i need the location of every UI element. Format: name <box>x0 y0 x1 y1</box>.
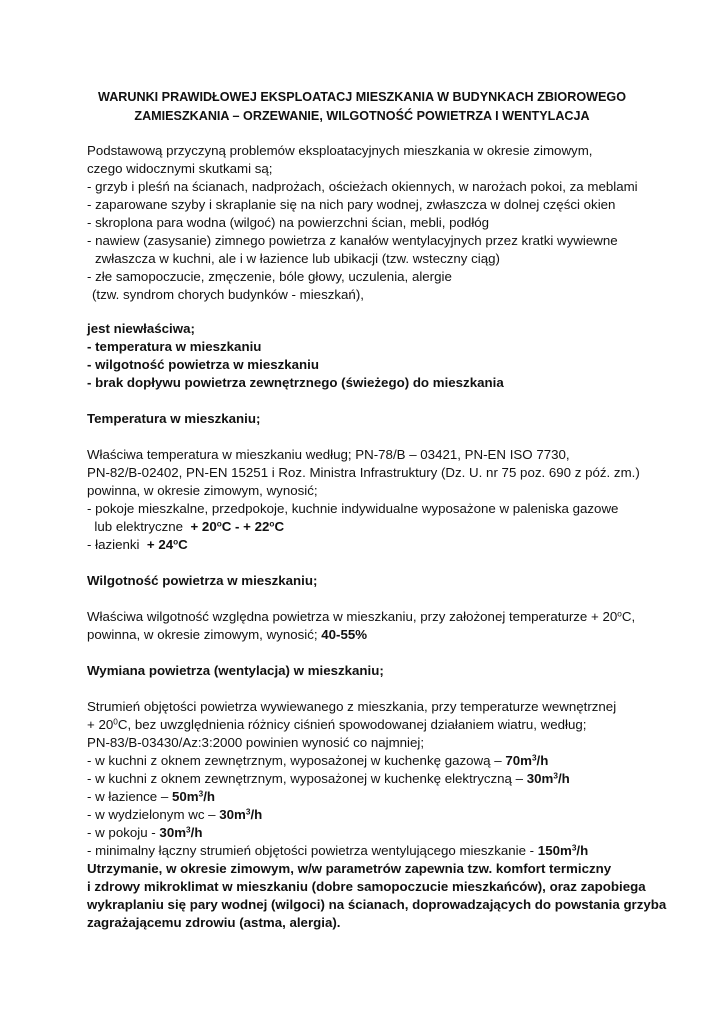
humidity-text: Właściwa wilgotność względna powietrza w mieszkaniu, przy założonej temperaturze + 20 <box>87 609 618 624</box>
temperature-heading: Temperatura w mieszkaniu; <box>87 411 261 426</box>
row-label: - w kuchni z oknem zewnętrznym, wyposażonej w kuchenkę elektryczną – <box>87 771 527 786</box>
temperature-line-4: - pokoje mieszkalne, przedpokoje, kuchnie indywidualne wyposażone w paleniska gazowe <box>87 501 619 516</box>
ventilation-temp: + 20 <box>87 717 114 732</box>
temperature-bathroom-value <box>147 537 188 552</box>
temperature-line-3: powinna, w okresie zimowym, wynosić; <box>87 483 318 498</box>
causes-heading: jest niewłaściwa; <box>87 321 195 336</box>
temp-max-value: C - + 22 <box>221 519 270 534</box>
temperature-rooms-value <box>190 519 284 534</box>
temp-unit: C <box>274 519 285 534</box>
degree-sign: o <box>216 519 222 529</box>
temperature-line-2: PN-82/B-02402, PN-EN 15251 i Roz. Ministra Infrastruktury (Dz. U. nr 75 poz. 690 z póź. zm.) <box>87 465 640 480</box>
cause-fresh-air: - brak dopływu powietrza zewnętrznego (świeżego) do mieszkania <box>87 375 504 390</box>
conclusion-line-1: Utrzymanie, w okresie zimowym, w/w parametrów zapewnia tzw. komfort termiczny <box>87 861 612 876</box>
degree-sign: o <box>173 537 179 547</box>
cause-temperature: - temperatura w mieszkaniu <box>87 339 262 354</box>
ventilation-row-total <box>87 842 588 859</box>
document-title-line-2: ZAMIESZKANIA – ORZEWANIE, WILGOTNOŚĆ POWIETRZA I WENTYLACJA <box>134 109 590 123</box>
temp-unit: C <box>178 537 188 552</box>
row-value: $150m^3/h$ <box>537 843 589 858</box>
degree-sign: o <box>269 519 275 529</box>
intro-bullet-mold: - grzyb i pleśń na ścianach, nadprożach, ościeżach okiennych, w narożach pokoi, za meblami <box>87 179 638 194</box>
ventilation-row-room <box>87 824 202 841</box>
intro-line-2: czego widocznymi skutkami są; <box>87 161 273 176</box>
humidity-value: 40-55% <box>321 627 368 642</box>
ventilation-text: C, bez uwzględnienia różnicy ciśnień spowodowanej działaniem wiatru, według; <box>117 717 587 732</box>
humidity-line-2 <box>87 626 367 643</box>
intro-bullet-condensation: - skroplona para wodna (wilgoć) na powierzchni ścian, mebli, podłóg <box>87 215 490 230</box>
row-label: - w łazience – <box>87 789 172 804</box>
temperature-rooms-line <box>87 518 284 535</box>
row-value: $50m^3/h$ <box>172 789 216 804</box>
temp-min-value: + 20 <box>190 519 217 534</box>
row-label: - w kuchni z oknem zewnętrznym, wyposażonej w kuchenkę gazową – <box>87 753 506 768</box>
humidity-heading: Wilgotność powietrza w mieszkaniu; <box>87 573 318 588</box>
ventilation-row-bathroom <box>87 788 215 805</box>
row-value: $30m^3/h$ <box>219 807 263 822</box>
row-label: - w pokoju - <box>87 825 160 840</box>
ventilation-line-3: PN-83/B-03430/Az:3:2000 powinien wynosić co najmniej; <box>87 735 425 750</box>
humidity-unit: C, <box>621 609 636 624</box>
humidity-label: powinna, w okresie zimowym, wynosić; <box>87 627 322 642</box>
conclusion-line-3: wykraplaniu się pary wodnej (wilgoci) na ścianach, doprowadzających do powstania grzyba <box>87 897 667 912</box>
ventilation-heading: Wymiana powietrza (wentylacja) w mieszkaniu; <box>87 663 384 678</box>
row-label: - minimalny łączny strumień objętości powietrza wentylującego mieszkanie - <box>87 843 538 858</box>
ventilation-line-1: Strumień objętości powietrza wywiewanego z mieszkania, przy temperaturze wewnętrznej <box>87 699 617 714</box>
intro-bullet-wellbeing: - złe samopoczucie, zmęczenie, bóle głowy, uczulenia, alergie <box>87 269 452 284</box>
conclusion-line-4: zagrażającemu zdrowiu (astma, alergia). <box>87 915 341 930</box>
row-label: - w wydzielonym wc – <box>87 807 220 822</box>
ventilation-row-electric-kitchen <box>87 770 570 787</box>
ventilation-line-2 <box>87 716 586 733</box>
row-value: $30m^3/h$ <box>526 771 570 786</box>
intro-bullet-backdraft: - nawiew (zasysanie) zimnego powietrza z kanałów wentylacyjnych przez kratki wywiewne <box>87 233 618 248</box>
temperature-bathroom-label: - łazienki <box>87 537 147 552</box>
intro-bullet-fogged-windows: - zaparowane szyby i skraplanie się na nich pary wodnej, zwłaszcza w dolnej części okien <box>87 197 616 212</box>
document-title-line-1: WARUNKI PRAWIDŁOWEJ EKSPLOATACJ MIESZKANIA W BUDYNKACH ZBIOROWEGO <box>98 90 626 104</box>
conclusion-line-2: i zdrowy mikroklimat w mieszkaniu (dobre samopoczucie mieszkańców), oraz zapobiega <box>87 879 646 894</box>
row-value: $70m^3/h$ <box>505 753 549 768</box>
temperature-bathroom-line <box>87 536 188 553</box>
intro-line-1: Podstawową przyczyną problemów eksploatacyjnych mieszkania w okresie zimowym, <box>87 143 593 158</box>
ventilation-row-gas-kitchen <box>87 752 548 769</box>
ventilation-row-wc <box>87 806 262 823</box>
degree-sign: 0 <box>113 717 118 727</box>
row-value: $30m^3/h$ <box>159 825 203 840</box>
intro-bullet-backdraft-cont: zwłaszcza w kuchni, ale i w łazience lub ubikacji (tzw. wsteczny ciąg) <box>95 251 500 266</box>
humidity-line-1 <box>87 608 635 625</box>
temp-bathroom-number: + 24 <box>146 537 174 552</box>
cause-humidity: - wilgotność powietrza w mieszkaniu <box>87 357 319 372</box>
intro-bullet-wellbeing-cont: (tzw. syndrom chorych budynków - mieszkań), <box>92 287 364 302</box>
degree-sign: o <box>617 609 622 619</box>
temperature-rooms-label: lub elektryczne <box>87 519 191 534</box>
temperature-line-1: Właściwa temperatura w mieszkaniu według; PN-78/B – 03421, PN-EN ISO 7730, <box>87 447 570 462</box>
